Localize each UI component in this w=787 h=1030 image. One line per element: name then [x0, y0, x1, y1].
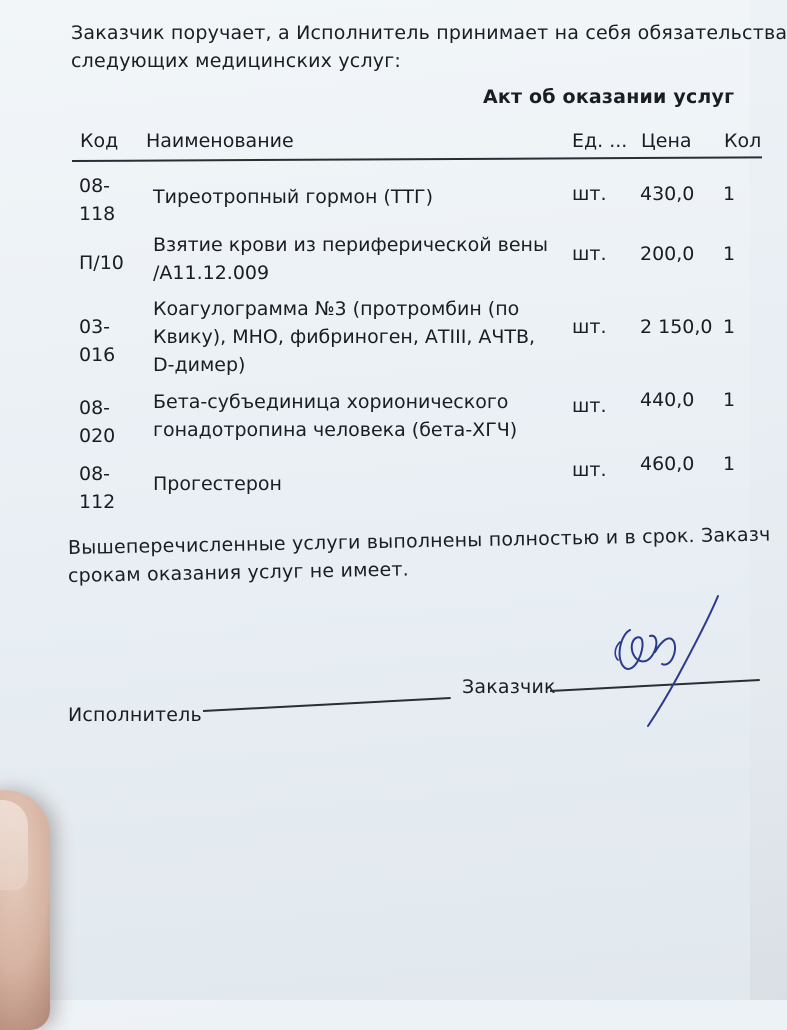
- cell-code: 08- 112: [79, 463, 116, 513]
- header-unit: Ед. ...: [572, 130, 628, 152]
- header-qty: Кол: [724, 130, 762, 152]
- cell-code: 08- 118: [79, 175, 116, 225]
- cell-price: 460,0: [640, 453, 695, 475]
- cell-price: 440,0: [640, 389, 695, 411]
- cell-code: 08- 020: [79, 397, 116, 447]
- cell-name: Коагулограмма №3 (протромбин (по Квику), МНО, фибриноген, АТIII, АЧТВ, D-димер): [153, 298, 536, 376]
- cell-unit: шт.: [572, 183, 607, 205]
- cell-unit: шт.: [572, 459, 607, 481]
- intro-line-2: следующих медицинских услуг:: [71, 50, 402, 72]
- cell-qty: 1: [723, 183, 736, 205]
- cell-name: Взятие крови из периферической вены /А11.12.009: [153, 234, 548, 284]
- closing-line-2: срокам оказания услуг не имеет.: [67, 558, 410, 587]
- executor-label: Исполнитель: [68, 704, 202, 726]
- cell-unit: шт.: [572, 243, 607, 265]
- header-name: Наименование: [146, 130, 294, 152]
- cell-name: Бета-субъединица хорионического гонадотропина человека (бета-ХГЧ): [153, 391, 518, 441]
- cell-unit: шт.: [572, 395, 607, 417]
- cell-price: 430,0: [640, 183, 695, 205]
- cell-qty: 1: [723, 243, 736, 265]
- act-title: Акт об оказании услуг: [483, 86, 735, 108]
- cell-name: Прогестерон: [153, 473, 282, 495]
- cell-code: 03- 016: [79, 316, 116, 366]
- cell-unit: шт.: [572, 316, 607, 338]
- intro-line-1: Заказчик поручает, а Исполнитель принимает на себя обязательства: [71, 22, 787, 44]
- customer-label: Заказчик: [462, 676, 556, 698]
- header-code: Код: [80, 130, 119, 152]
- closing-line-1: Вышеперечисленные услуги выполнены полностью и в срок. Заказч: [67, 523, 771, 559]
- cell-name: Тиреотропный гормон (ТТГ): [153, 186, 434, 208]
- cell-qty: 1: [723, 453, 736, 475]
- cell-price: 2 150,0: [640, 316, 713, 338]
- cell-code: П/10: [79, 252, 124, 274]
- cell-price: 200,0: [640, 243, 695, 265]
- cell-qty: 1: [723, 316, 736, 338]
- thumb-nail: [0, 800, 28, 890]
- handwritten-signature: [600, 590, 740, 740]
- header-price: Цена: [641, 130, 692, 152]
- cell-qty: 1: [723, 389, 736, 411]
